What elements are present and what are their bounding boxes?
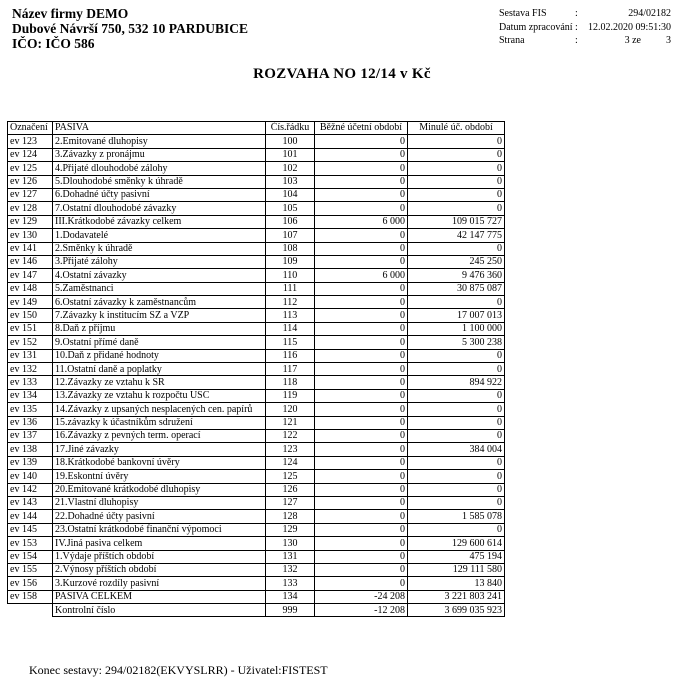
- row-current-period: 0: [315, 510, 408, 523]
- company-address: Dubové Návrší 750, 532 10 PARDUBICE: [12, 21, 249, 36]
- row-label: 22.Dohadné účty pasivní: [53, 510, 266, 523]
- row-current-period: 0: [315, 309, 408, 322]
- sestava-value: 294/02182: [628, 8, 671, 19]
- row-previous-period: 0: [408, 483, 505, 496]
- row-oznaceni: ev 152: [8, 336, 53, 349]
- row-current-period: 0: [315, 322, 408, 335]
- row-oznaceni: ev 132: [8, 363, 53, 376]
- table-row: [8, 563, 505, 576]
- row-label: 3.Kurzové rozdíly pasivní: [53, 577, 266, 590]
- row-number: 999: [266, 604, 315, 617]
- row-oznaceni: ev 145: [8, 523, 53, 536]
- row-number: 103: [266, 175, 315, 188]
- row-oznaceni: ev 147: [8, 269, 53, 282]
- table-row: [8, 175, 505, 188]
- row-current-period: 0: [315, 550, 408, 563]
- row-label: 13.Závazky ze vztahu k rozpočtu USC: [53, 389, 266, 402]
- row-current-period: 0: [315, 376, 408, 389]
- table-row: [8, 389, 505, 402]
- row-current-period: 0: [315, 229, 408, 242]
- row-previous-period: 1 100 000: [408, 322, 505, 335]
- row-previous-period: 0: [408, 470, 505, 483]
- row-number: 126: [266, 483, 315, 496]
- table-row: [8, 202, 505, 215]
- row-oznaceni: ev 131: [8, 349, 53, 362]
- row-oznaceni: ev 130: [8, 229, 53, 242]
- row-previous-period: 9 476 360: [408, 269, 505, 282]
- row-number: 128: [266, 510, 315, 523]
- table-row: [8, 523, 505, 536]
- row-current-period: 0: [315, 175, 408, 188]
- row-oznaceni: ev 129: [8, 215, 53, 228]
- row-number: 132: [266, 563, 315, 576]
- row-oznaceni: ev 139: [8, 456, 53, 469]
- col-oznaceni-header: Označení: [8, 122, 53, 135]
- row-number: 112: [266, 296, 315, 309]
- row-oznaceni: ev 148: [8, 282, 53, 295]
- row-number: 127: [266, 496, 315, 509]
- table-row: [8, 215, 505, 228]
- table-row: [8, 148, 505, 161]
- row-label: 16.Závazky z pevných term. operací: [53, 429, 266, 442]
- table-row: [8, 443, 505, 456]
- row-label: 10.Daň z přidané hodnoty: [53, 349, 266, 362]
- row-previous-period: 894 922: [408, 376, 505, 389]
- table-row: [8, 416, 505, 429]
- row-number: 123: [266, 443, 315, 456]
- row-oznaceni: ev 140: [8, 470, 53, 483]
- row-previous-period: 42 147 775: [408, 229, 505, 242]
- report-footer: Konec sestavy: 294/02182(EKVYSLRR) - Uživatel:FISTEST: [29, 663, 328, 677]
- row-label: 4.Ostatní závazky: [53, 269, 266, 282]
- row-current-period: 0: [315, 577, 408, 590]
- row-label: 14.Závazky z upsaných nesplacených cen. papírů: [53, 403, 266, 416]
- report-title-text: ROZVAHA NO: [253, 66, 357, 82]
- row-previous-period: 129 111 580: [408, 563, 505, 576]
- row-current-period: 0: [315, 242, 408, 255]
- row-current-period: 0: [315, 336, 408, 349]
- row-number: 101: [266, 148, 315, 161]
- row-label: 18.Krátkodobé bankovní úvěry: [53, 456, 266, 469]
- row-label: 9.Ostatní přímé daně: [53, 336, 266, 349]
- row-number: 120: [266, 403, 315, 416]
- row-label: 4.Přijaté dlouhodobé zálohy: [53, 162, 266, 175]
- row-number: 114: [266, 322, 315, 335]
- row-number: 113: [266, 309, 315, 322]
- row-current-period: 0: [315, 443, 408, 456]
- row-previous-period: 3 221 803 241: [408, 590, 505, 603]
- row-current-period: 0: [315, 202, 408, 215]
- row-number: 118: [266, 376, 315, 389]
- row-label: 20.Emitované krátkodobé dluhopisy: [53, 483, 266, 496]
- row-previous-period: 129 600 614: [408, 537, 505, 550]
- row-oznaceni: ev 153: [8, 537, 53, 550]
- sestava-label: Sestava FIS: [499, 8, 547, 19]
- table-row: [8, 242, 505, 255]
- row-number: 105: [266, 202, 315, 215]
- row-current-period: 0: [315, 403, 408, 416]
- table-header-row: [8, 122, 505, 135]
- table-row: [8, 496, 505, 509]
- table-row: [8, 188, 505, 201]
- row-previous-period: 0: [408, 162, 505, 175]
- row-label: 23.Ostatní krátkodobé finanční výpomoci: [53, 523, 266, 536]
- row-previous-period: 245 250: [408, 255, 505, 268]
- company-name: Název firmy DEMO: [12, 6, 129, 21]
- table-row: [8, 590, 505, 603]
- table-row: [8, 349, 505, 362]
- row-oznaceni: ev 125: [8, 162, 53, 175]
- row-current-period: 0: [315, 416, 408, 429]
- report-period: 12/14 v Kč: [360, 66, 431, 82]
- row-current-period: 6 000: [315, 269, 408, 282]
- table-row: [8, 376, 505, 389]
- row-current-period: 0: [315, 523, 408, 536]
- row-label: 7.Závazky k institucím SZ a VZP: [53, 309, 266, 322]
- row-current-period: 0: [315, 389, 408, 402]
- row-number: 119: [266, 389, 315, 402]
- colon: :: [575, 35, 578, 46]
- colon: :: [575, 21, 578, 33]
- row-oznaceni: ev 135: [8, 403, 53, 416]
- row-current-period: 0: [315, 496, 408, 509]
- row-current-period: 0: [315, 148, 408, 161]
- row-previous-period: 13 840: [408, 577, 505, 590]
- table-row: [8, 537, 505, 550]
- strana-label: Strana: [499, 35, 525, 46]
- row-label: 1.Výdaje příštích období: [53, 550, 266, 563]
- row-label: 7.Ostatní dlouhodobé závazky: [53, 202, 266, 215]
- row-oznaceni: ev 154: [8, 550, 53, 563]
- row-oznaceni: ev 127: [8, 188, 53, 201]
- row-oznaceni: ev 123: [8, 135, 53, 148]
- row-previous-period: 0: [408, 242, 505, 255]
- report-meta: [499, 7, 671, 48]
- row-label: 6.Dohadné účty pasivní: [53, 188, 266, 201]
- table-row: [8, 403, 505, 416]
- datum-label: Datum zpracování: [499, 21, 573, 33]
- row-current-period: 0: [315, 470, 408, 483]
- row-label: Kontrolní číslo: [53, 604, 266, 617]
- table-row: [8, 429, 505, 442]
- row-previous-period: 1 585 078: [408, 510, 505, 523]
- col-radek-header: Čís.řádku: [266, 122, 315, 135]
- row-previous-period: 0: [408, 188, 505, 201]
- row-oznaceni: ev 138: [8, 443, 53, 456]
- col-bezne-header: Běžné účetní období: [315, 122, 408, 135]
- row-number: 102: [266, 162, 315, 175]
- row-oznaceni: ev 128: [8, 202, 53, 215]
- row-number: 115: [266, 336, 315, 349]
- row-current-period: 0: [315, 456, 408, 469]
- row-number: 107: [266, 229, 315, 242]
- row-oznaceni: ev 137: [8, 429, 53, 442]
- row-label: 5.Dlouhodobé směnky k úhradě: [53, 175, 266, 188]
- row-current-period: -12 208: [315, 604, 408, 617]
- row-current-period: 6 000: [315, 215, 408, 228]
- row-oznaceni: ev 150: [8, 309, 53, 322]
- row-current-period: 0: [315, 296, 408, 309]
- row-label: III.Krátkodobé závazky celkem: [53, 215, 266, 228]
- row-oznaceni: ev 124: [8, 148, 53, 161]
- table-row: [8, 282, 505, 295]
- row-number: 121: [266, 416, 315, 429]
- table-row: [8, 336, 505, 349]
- row-current-period: 0: [315, 188, 408, 201]
- row-number: 116: [266, 349, 315, 362]
- row-previous-period: 384 004: [408, 443, 505, 456]
- row-current-period: 0: [315, 429, 408, 442]
- row-current-period: 0: [315, 537, 408, 550]
- row-label: 3.Závazky z pronájmu: [53, 148, 266, 161]
- row-label: 6.Ostatní závazky k zaměstnancům: [53, 296, 266, 309]
- row-oznaceni: ev 133: [8, 376, 53, 389]
- row-label: 2.Směnky k úhradě: [53, 242, 266, 255]
- row-number: 110: [266, 269, 315, 282]
- row-label: 21.Vlastní dluhopisy: [53, 496, 266, 509]
- row-previous-period: 0: [408, 349, 505, 362]
- row-current-period: 0: [315, 349, 408, 362]
- row-number: 133: [266, 577, 315, 590]
- row-label: IV.Jiná pasiva celkem: [53, 537, 266, 550]
- row-current-period: 0: [315, 363, 408, 376]
- row-previous-period: 30 875 087: [408, 282, 505, 295]
- row-previous-period: 5 300 238: [408, 336, 505, 349]
- row-oznaceni: [8, 604, 53, 617]
- row-oznaceni: ev 134: [8, 389, 53, 402]
- row-number: 109: [266, 255, 315, 268]
- row-oznaceni: ev 141: [8, 242, 53, 255]
- row-previous-period: 0: [408, 135, 505, 148]
- row-oznaceni: ev 146: [8, 255, 53, 268]
- row-label: 19.Eskontní úvěry: [53, 470, 266, 483]
- row-label: PASIVA CELKEM: [53, 590, 266, 603]
- table-row: [8, 363, 505, 376]
- row-previous-period: 0: [408, 363, 505, 376]
- table-row: [8, 322, 505, 335]
- row-number: 106: [266, 215, 315, 228]
- row-label: 12.Závazky ze vztahu k SR: [53, 376, 266, 389]
- row-number: 104: [266, 188, 315, 201]
- row-oznaceni: ev 156: [8, 577, 53, 590]
- row-previous-period: 0: [408, 456, 505, 469]
- table-row: [8, 550, 505, 563]
- row-number: 124: [266, 456, 315, 469]
- table-row: [8, 604, 505, 617]
- col-pasiva-header: PASIVA: [53, 122, 266, 135]
- row-number: 129: [266, 523, 315, 536]
- row-previous-period: 0: [408, 403, 505, 416]
- table-row: [8, 255, 505, 268]
- row-current-period: 0: [315, 483, 408, 496]
- row-previous-period: 475 194: [408, 550, 505, 563]
- table-row: [8, 510, 505, 523]
- row-previous-period: 3 699 035 923: [408, 604, 505, 617]
- table-body: [8, 135, 505, 617]
- row-label: 2.Emitované dluhopisy: [53, 135, 266, 148]
- row-number: 130: [266, 537, 315, 550]
- row-label: 2.Výnosy příštích období: [53, 563, 266, 576]
- row-oznaceni: ev 151: [8, 322, 53, 335]
- table-row: [8, 162, 505, 175]
- table-row: [8, 229, 505, 242]
- row-current-period: 0: [315, 563, 408, 576]
- row-label: 8.Daň z příjmu: [53, 322, 266, 335]
- row-current-period: -24 208: [315, 590, 408, 603]
- row-oznaceni: ev 143: [8, 496, 53, 509]
- table-row: [8, 577, 505, 590]
- row-previous-period: 0: [408, 175, 505, 188]
- row-label: 17.Jiné závazky: [53, 443, 266, 456]
- strana-value: 3 ze: [624, 35, 641, 46]
- row-label: 15.závazky k účastníkům sdružení: [53, 416, 266, 429]
- row-current-period: 0: [315, 162, 408, 175]
- row-oznaceni: ev 136: [8, 416, 53, 429]
- row-number: 100: [266, 135, 315, 148]
- row-number: 111: [266, 282, 315, 295]
- row-number: 117: [266, 363, 315, 376]
- table-row: [8, 470, 505, 483]
- table-row: [8, 456, 505, 469]
- col-minule-header: Minulé úč. období: [408, 122, 505, 135]
- row-label: 5.Zaměstnanci: [53, 282, 266, 295]
- strana-total: 3: [666, 35, 671, 46]
- row-previous-period: 0: [408, 429, 505, 442]
- row-oznaceni: ev 155: [8, 563, 53, 576]
- table-row: [8, 135, 505, 148]
- row-current-period: 0: [315, 282, 408, 295]
- row-previous-period: 0: [408, 202, 505, 215]
- row-previous-period: 0: [408, 496, 505, 509]
- table-row: [8, 309, 505, 322]
- row-label: 3.Přijaté zálohy: [53, 255, 266, 268]
- row-previous-period: 109 015 727: [408, 215, 505, 228]
- table-row: [8, 269, 505, 282]
- row-number: 122: [266, 429, 315, 442]
- datum-value: 12.02.2020 09:51:30: [587, 21, 671, 33]
- row-oznaceni: ev 144: [8, 510, 53, 523]
- row-number: 131: [266, 550, 315, 563]
- row-oznaceni: ev 158: [8, 590, 53, 603]
- row-previous-period: 0: [408, 523, 505, 536]
- row-previous-period: 0: [408, 416, 505, 429]
- company-ico: IČO: IČO 586: [12, 36, 95, 51]
- row-number: 108: [266, 242, 315, 255]
- row-oznaceni: ev 149: [8, 296, 53, 309]
- row-previous-period: 0: [408, 296, 505, 309]
- row-previous-period: 0: [408, 389, 505, 402]
- row-current-period: 0: [315, 135, 408, 148]
- row-number: 134: [266, 590, 315, 603]
- company-header: [12, 6, 248, 51]
- pasiva-table: [7, 121, 505, 617]
- row-previous-period: 0: [408, 148, 505, 161]
- row-current-period: 0: [315, 255, 408, 268]
- row-oznaceni: ev 126: [8, 175, 53, 188]
- table-row: [8, 483, 505, 496]
- row-oznaceni: ev 142: [8, 483, 53, 496]
- row-previous-period: 17 007 013: [408, 309, 505, 322]
- table-row: [8, 296, 505, 309]
- colon: :: [575, 8, 578, 19]
- row-number: 125: [266, 470, 315, 483]
- row-label: 11.Ostatní daně a poplatky: [53, 363, 266, 376]
- report-title: [0, 66, 680, 83]
- row-label: 1.Dodavatelé: [53, 229, 266, 242]
